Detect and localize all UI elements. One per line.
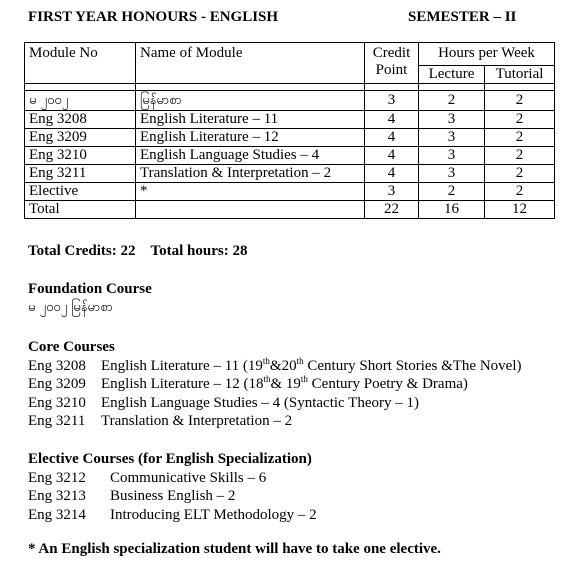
cell-total-tutorial: 12 bbox=[485, 201, 555, 219]
table-row bbox=[25, 147, 555, 165]
cell-code: Eng 3208 bbox=[25, 111, 136, 129]
list-item bbox=[28, 469, 317, 488]
course-title-pre: English Literature – 11 (19 bbox=[101, 357, 263, 374]
header-title: FIRST YEAR HONOURS - ENGLISH bbox=[28, 9, 279, 25]
col-header-lecture: Lecture bbox=[419, 66, 485, 84]
col-header-module-no: Module No bbox=[25, 43, 136, 84]
list-item bbox=[28, 394, 522, 413]
cell-total-label: Total bbox=[25, 201, 136, 219]
course-code: Eng 3211 bbox=[28, 413, 86, 429]
cell-name: English Literature – 11 bbox=[136, 111, 365, 129]
cell-lecture: 2 bbox=[419, 183, 485, 201]
course-code: Eng 3210 bbox=[28, 394, 86, 411]
list-item bbox=[28, 412, 522, 431]
course-title: English Language Studies – 4 (Syntactic Theory – 1) bbox=[101, 394, 419, 411]
course-title-pre: English Literature – 12 (18 bbox=[101, 376, 264, 392]
ordinal-sup: th bbox=[296, 355, 304, 366]
cell-credit: 4 bbox=[365, 147, 419, 165]
col-header-hours: Hours per Week bbox=[419, 43, 555, 66]
course-title: Introducing ELT Methodology – 2 bbox=[110, 506, 317, 523]
cell-name: English Language Studies – 4 bbox=[136, 147, 365, 165]
cell-name: * bbox=[136, 183, 365, 201]
cell-name: Translation & Interpretation – 2 bbox=[136, 165, 365, 183]
ordinal-sup: th bbox=[263, 374, 271, 384]
course-title: Communicative Skills – 6 bbox=[110, 469, 267, 486]
course-code: Eng 3208 bbox=[28, 357, 86, 374]
foundation-section bbox=[28, 280, 152, 317]
total-credits: Total Credits: 22 bbox=[28, 243, 136, 259]
cell-tutorial: 2 bbox=[485, 111, 555, 129]
cell-code: Eng 3211 bbox=[25, 165, 136, 183]
col-header-credit-line1: Credit bbox=[372, 45, 411, 61]
cell-tutorial: 2 bbox=[485, 165, 555, 183]
course-code: Eng 3213 bbox=[28, 488, 86, 504]
cell-lecture: 2 bbox=[419, 91, 485, 111]
ordinal-sup: th bbox=[300, 374, 308, 384]
course-title-mid: &20 bbox=[269, 357, 297, 374]
table-row bbox=[25, 91, 555, 111]
cell-credit: 3 bbox=[365, 183, 419, 201]
total-hours: Total hours: 28 bbox=[150, 243, 248, 259]
core-title: Core Courses bbox=[28, 339, 115, 355]
header-semester: SEMESTER – II bbox=[408, 9, 517, 25]
table-total-row bbox=[25, 201, 555, 219]
cell-total-credit: 22 bbox=[365, 201, 419, 219]
course-code: Eng 3212 bbox=[28, 469, 86, 486]
cell-lecture: 3 bbox=[419, 111, 485, 129]
list-item bbox=[28, 506, 317, 525]
cell-code: Eng 3209 bbox=[25, 129, 136, 147]
col-header-credit bbox=[365, 43, 419, 84]
cell-tutorial: 2 bbox=[485, 129, 555, 147]
col-header-name: Name of Module bbox=[136, 43, 365, 84]
cell-lecture: 3 bbox=[419, 165, 485, 183]
table-row bbox=[25, 111, 555, 129]
cell-credit: 4 bbox=[365, 111, 419, 129]
course-title-post: Century Short Stories &The Novel) bbox=[303, 357, 522, 374]
table-row bbox=[25, 165, 555, 183]
cell-tutorial: 2 bbox=[485, 147, 555, 165]
core-section bbox=[28, 338, 522, 431]
course-title: Translation & Interpretation – 2 bbox=[101, 413, 293, 429]
cell-tutorial: 2 bbox=[485, 183, 555, 201]
table-row bbox=[25, 183, 555, 201]
elective-section bbox=[28, 450, 317, 524]
cell-credit: 4 bbox=[365, 165, 419, 183]
table-row bbox=[25, 129, 555, 147]
table-header-row bbox=[25, 43, 555, 66]
module-table bbox=[24, 42, 555, 219]
cell-lecture: 3 bbox=[419, 147, 485, 165]
list-item bbox=[28, 375, 522, 394]
foundation-item: မ ၂၀၀၂ မြန်မာစာ bbox=[28, 299, 113, 315]
cell-tutorial: 2 bbox=[485, 91, 555, 111]
cell-name: မြန်မာစာ bbox=[136, 91, 365, 111]
cell-credit: 4 bbox=[365, 129, 419, 147]
ordinal-sup: th bbox=[262, 355, 270, 366]
elective-title: Elective Courses (for English Specialization) bbox=[28, 451, 312, 467]
col-header-tutorial: Tutorial bbox=[485, 66, 555, 84]
course-code: Eng 3214 bbox=[28, 506, 86, 523]
footnote: * An English specialization student will have to take one elective. bbox=[28, 541, 441, 557]
foundation-title: Foundation Course bbox=[28, 281, 152, 297]
cell-lecture: 3 bbox=[419, 129, 485, 147]
list-item bbox=[28, 487, 317, 506]
course-title-mid: & 19 bbox=[270, 376, 301, 392]
cell-code: Elective bbox=[25, 183, 136, 201]
table-spacer-row bbox=[25, 84, 555, 91]
course-title-post: Century Poetry & Drama) bbox=[307, 376, 468, 392]
cell-total-lecture: 16 bbox=[419, 201, 485, 219]
totals-line bbox=[28, 243, 247, 260]
cell-name: English Literature – 12 bbox=[136, 129, 365, 147]
cell-code: Eng 3210 bbox=[25, 147, 136, 165]
cell-credit: 3 bbox=[365, 91, 419, 111]
col-header-credit-line2: Point bbox=[375, 62, 408, 78]
course-title: Business English – 2 bbox=[110, 488, 236, 504]
cell-code: မ ၂၀၀၂ bbox=[25, 91, 136, 111]
list-item bbox=[28, 357, 522, 376]
cell-total-empty bbox=[136, 201, 365, 219]
course-code: Eng 3209 bbox=[28, 376, 86, 392]
